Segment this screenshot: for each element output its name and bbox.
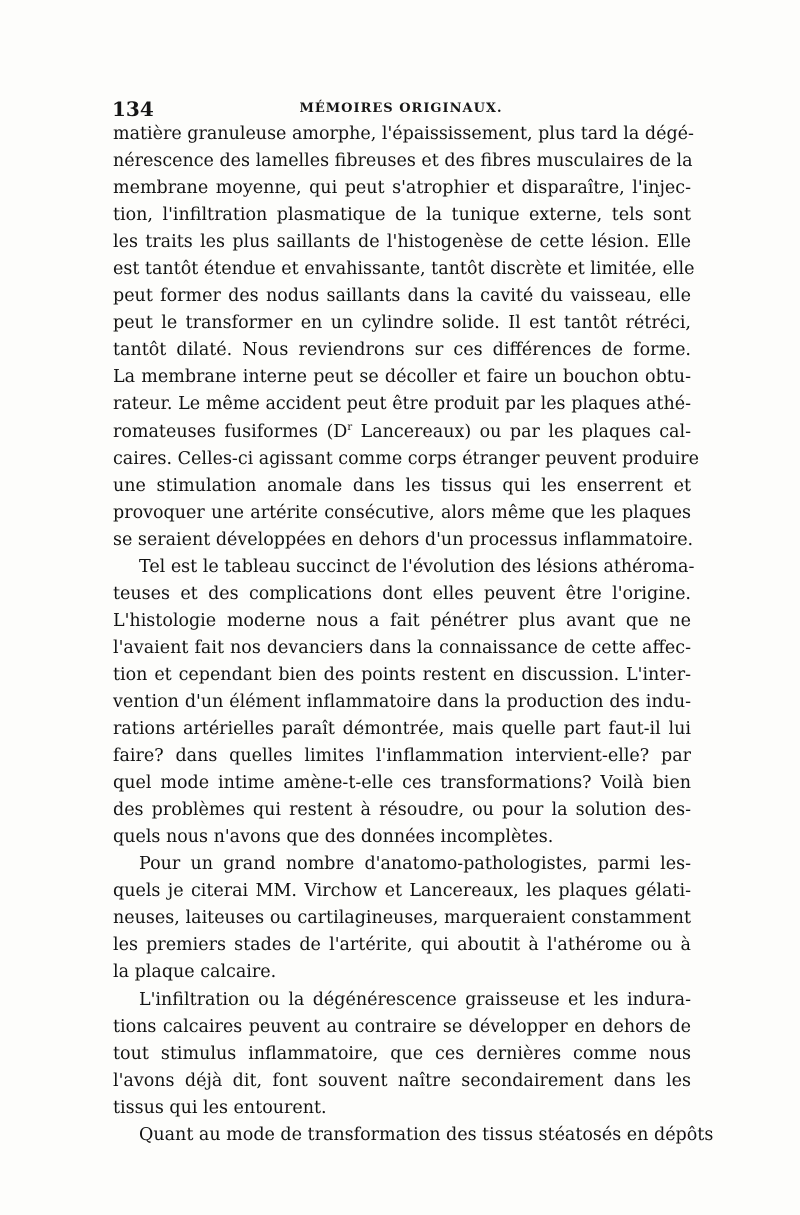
text-line: quels nous n'avons que des données incomplètes. [113,827,554,848]
text-line: peut le transformer en un cylindre solide. Il est tantôt rétréci, [113,313,691,334]
text-line-with-superscript [113,419,691,446]
text-line: est tantôt étendue et envahissante, tantôt discrète et limitée, elle [113,259,695,280]
text-line: tout stimulus inflammatoire, que ces dernières comme nous [113,1043,691,1064]
body-text [113,121,714,1149]
paragraph-start-line: Quant au mode de transformation des tissus stéatosés en dépôts [139,1124,714,1145]
text-line: les premiers stades de l'artérite, qui aboutit à l'athérome ou à [113,935,691,956]
text-line: nérescence des lamelles fibreuses et des fibres musculaires de la [113,151,693,172]
text-line: provoquer une artérite consécutive, alors même que les plaques [113,502,691,523]
text-line: caires. Celles-ci agissant comme corps étranger peuvent produire [113,448,699,469]
text-line: tion, l'infiltration plasmatique de la tunique externe, tels sont [113,205,691,226]
text-line: teuses et des complications dont elles peuvent être l'origine. [113,583,691,604]
text-line: rations artérielles paraît démontrée, mais quelle part faut-il lui [113,719,691,740]
text-line: tantôt dilaté. Nous reviendrons sur ces différences de forme. [113,340,691,361]
superscript: r [347,421,353,433]
text-line: les traits les plus saillants de l'histogenèse de cette lésion. Elle [113,232,691,253]
text-line: l'avons déjà dit, font souvent naître secondairement dans les [113,1070,691,1091]
text-line: se seraient développées en dehors d'un processus inflammatoire. [113,529,694,550]
text-line: matière granuleuse amorphe, l'épaississement, plus tard la dégé- [113,124,694,144]
text-line: des problèmes qui restent à résoudre, ou pour la solution des- [113,800,691,821]
text-line: membrane moyenne, qui peut s'atrophier et disparaître, l'injec- [113,178,691,199]
text-line: neuses, laiteuses ou cartilagineuses, marqueraient constamment [113,908,691,929]
running-title: MÉMOIRES ORIGINAUX. [299,101,503,116]
text-line: tion et cependant bien des points restent en discussion. L'inter- [113,664,691,685]
text-line: une stimulation anomale dans les tissus qui les enserrent et [113,475,691,496]
paragraph-start-line: L'infiltration ou la dégénérescence graisseuse et les indura- [139,989,691,1010]
text-line: l'avaient fait nos devanciers dans la connaissance de cette affec- [113,637,691,658]
text-line: faire? dans quelles limites l'inflammation intervient-elle? par [113,746,691,767]
line-start: romateuses fusiformes (D [113,421,348,442]
text-line: vention d'un élément inflammatoire dans la production des indu- [113,691,691,712]
page-header [112,97,690,121]
text-line: la plaque calcaire. [113,962,277,983]
page-number: 134 [112,97,154,121]
text-line: L'histologie moderne nous a fait pénétrer plus avant que ne [113,610,691,631]
text-line: quel mode intime amène-t-elle ces transformations? Voilà bien [113,773,691,794]
text-line: rateur. Le même accident peut être produit par les plaques athé- [113,394,691,415]
paragraph-start-line: Tel est le tableau succinct de l'évolution des lésions athéroma- [139,556,695,577]
text-line: tissus qui les entourent. [113,1097,327,1118]
text-line: La membrane interne peut se décoller et faire un bouchon obtu- [113,367,691,388]
text-line: tions calcaires peuvent au contraire se développer en dehors de [113,1016,691,1037]
text-line: quels je citerai MM. Virchow et Lancereaux, les plaques gélati- [113,881,691,902]
paragraph-start-line: Pour un grand nombre d'anatomo-pathologistes, parmi les- [139,854,691,875]
line-end: Lancereaux) ou par les plaques cal- [352,421,691,442]
text-line: peut former des nodus saillants dans la cavité du vaisseau, elle [113,286,691,307]
